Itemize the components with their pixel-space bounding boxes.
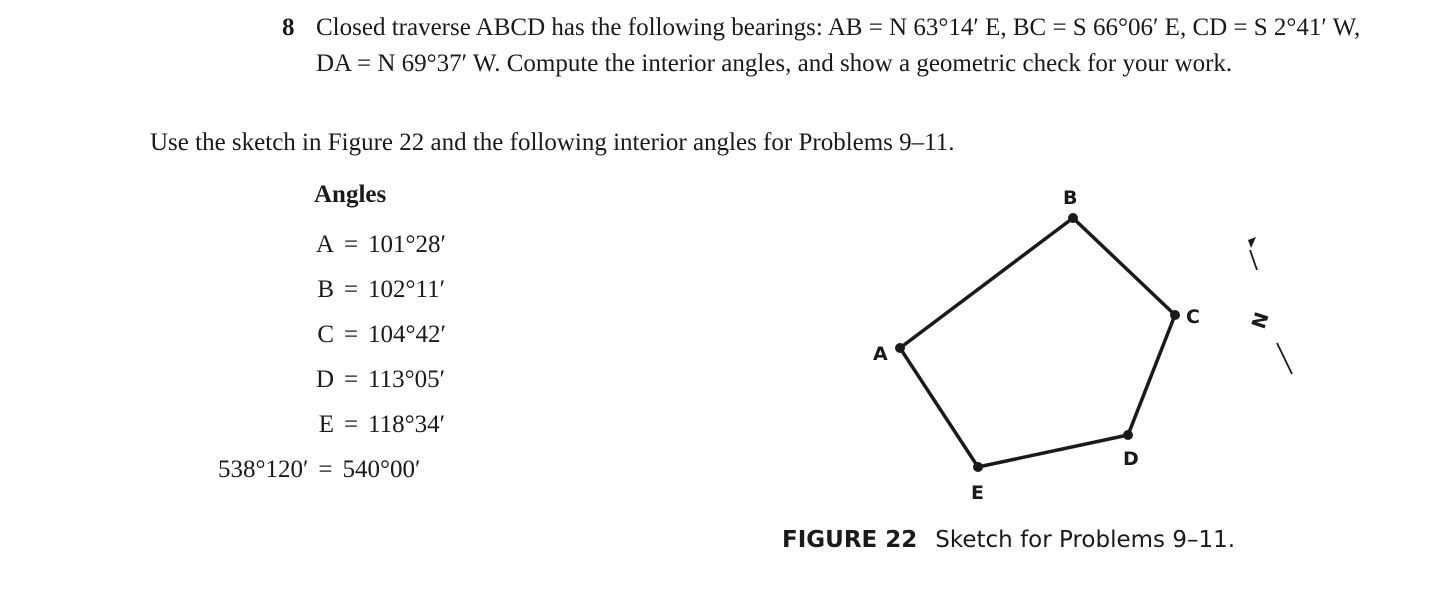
figure-caption-text: Sketch for Problems 9–11. [935, 527, 1236, 553]
station-d-label: D [1123, 448, 1139, 470]
angle-value: 104°42′ [368, 321, 446, 348]
station-e-point [973, 462, 983, 472]
angle-label: E [318, 411, 334, 438]
angle-total-left: 538°120′ [218, 456, 309, 483]
station-b-label: B [1063, 187, 1078, 209]
problem-8 [282, 10, 1392, 82]
angle-row-d: D = 113°05′ [312, 364, 445, 396]
angle-value: 113°05′ [368, 366, 446, 393]
traverse-sketch [860, 180, 1310, 510]
figure-number: FIGURE 22 [782, 527, 918, 553]
north-label: N [1247, 309, 1274, 332]
angle-row-e: E = 118°34′ [312, 409, 445, 441]
angle-row-a: A = 101°28′ [312, 229, 446, 261]
angle-label: B [317, 276, 334, 303]
problem-number: 8 [282, 14, 295, 41]
station-a-label: A [873, 343, 888, 365]
station-e-label: E [971, 482, 984, 504]
station-d-point [1123, 430, 1133, 440]
angle-row-b: B = 102°11′ [312, 274, 445, 306]
angle-value: 101°28′ [368, 231, 446, 258]
angle-total-row: 538°120′ = 540°00′ [218, 456, 421, 483]
station-c-label: C [1186, 306, 1200, 328]
north-arrow-icon [1248, 237, 1292, 374]
angle-total-right: 540°00′ [342, 456, 421, 483]
figure-caption [782, 524, 1235, 556]
angle-label: A [315, 231, 334, 258]
angles-heading: Angles [314, 181, 387, 208]
angle-value: 102°11′ [368, 276, 446, 303]
angle-label: C [317, 321, 334, 348]
angle-row-c: C = 104°42′ [312, 319, 446, 351]
problem-text: Closed traverse ABCD has the following bearings: AB = N 63°14′ E, BC = S 66°06′ E, CD = S 2°41′ W, DA = N 69°37′ W. Compute the interior angles, and show a geometric check for your work. [316, 14, 1361, 77]
angle-label: D [315, 366, 334, 393]
station-b-point [1068, 213, 1078, 223]
traverse-polygon [900, 218, 1175, 467]
station-a-point [895, 343, 905, 353]
angle-value: 118°34′ [368, 411, 446, 438]
intro-text: Use the sketch in Figure 22 and the following interior angles for Problems 9–11. [150, 129, 955, 156]
station-c-point [1170, 310, 1180, 320]
